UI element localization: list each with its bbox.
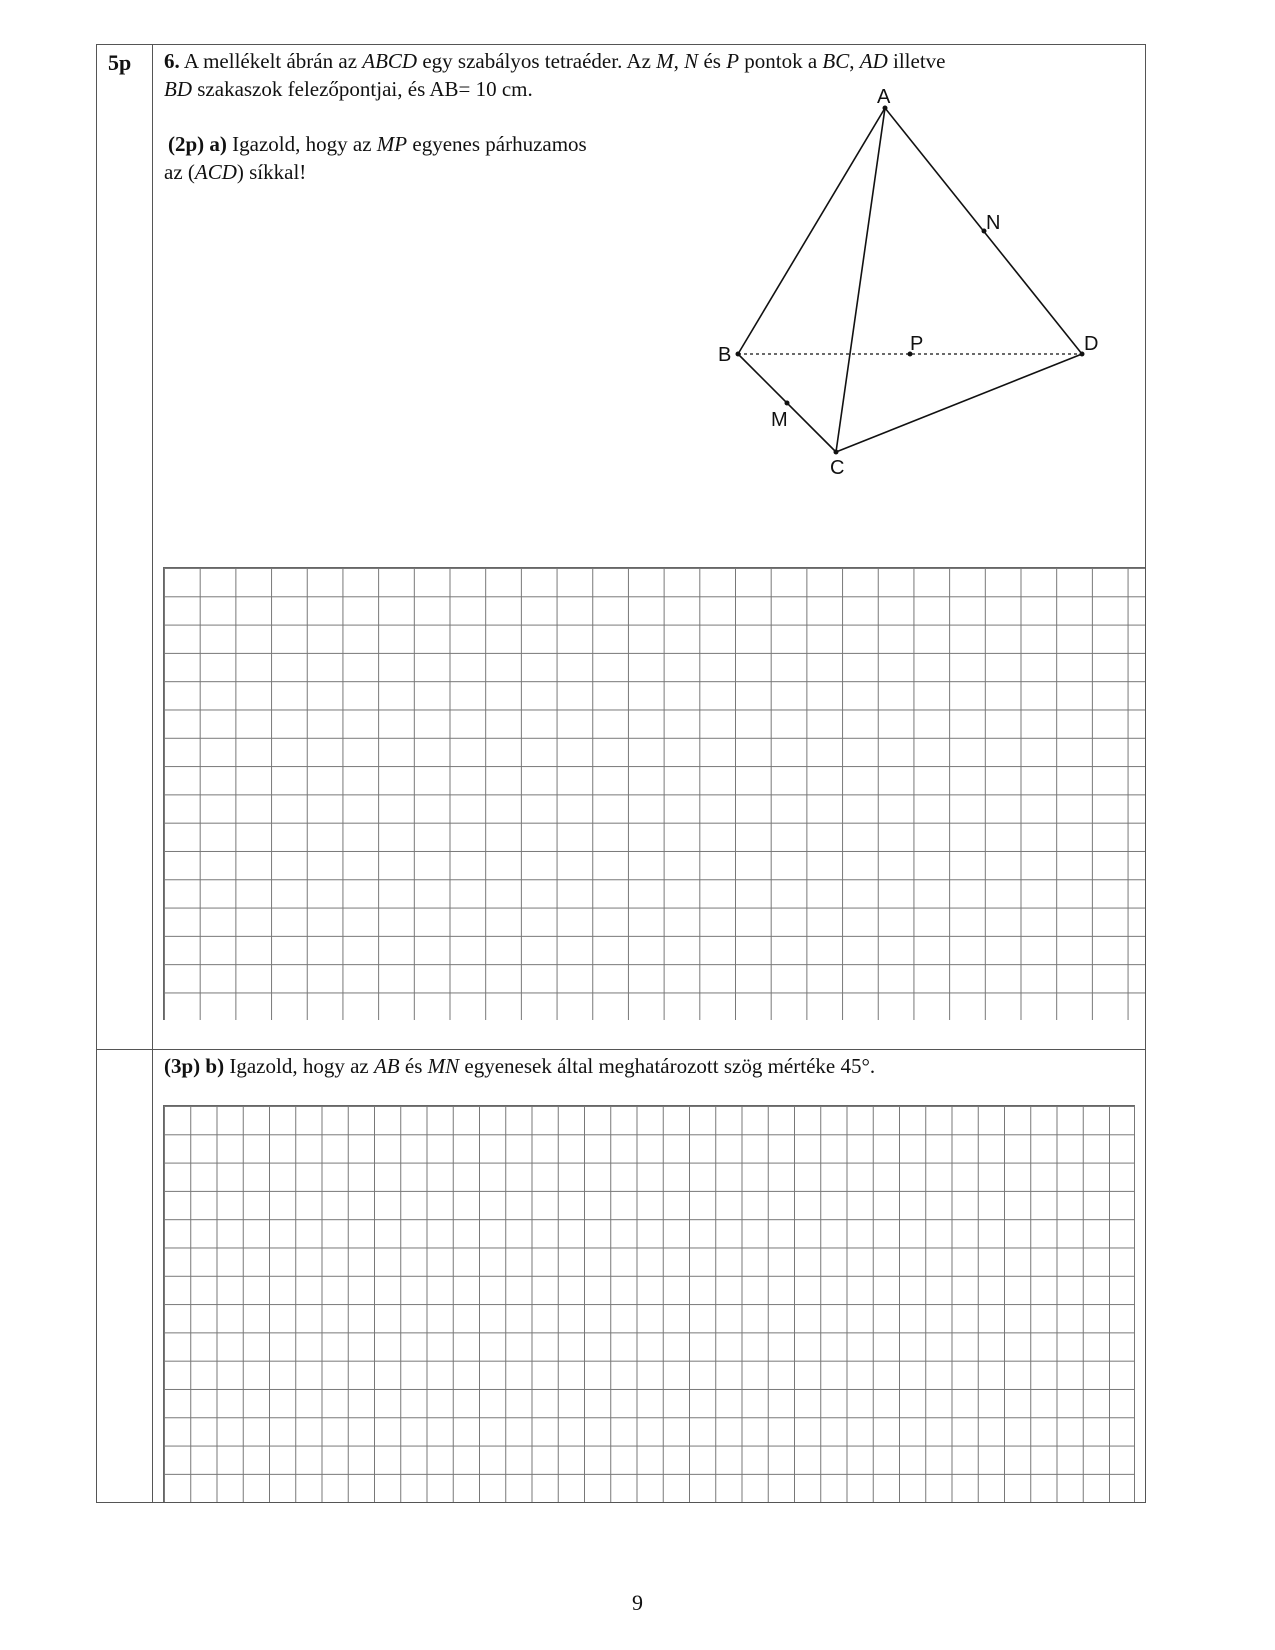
answer-grid-a[interactable] bbox=[163, 567, 1145, 1020]
label-b: B bbox=[718, 344, 732, 366]
point-m-dot bbox=[785, 401, 790, 406]
label-m: M bbox=[771, 409, 788, 431]
edge-cd bbox=[836, 354, 1082, 452]
problem-statement-line-2: BD szakaszok felezőpontjai, és AB= 10 cm. bbox=[164, 77, 533, 101]
label-n: N bbox=[986, 212, 1001, 234]
table-bottom-border bbox=[96, 1502, 1146, 1503]
points-label: 5p bbox=[108, 50, 132, 75]
label-c: C bbox=[830, 457, 845, 479]
label-a: A bbox=[877, 86, 891, 108]
label-d: D bbox=[1084, 333, 1099, 355]
problem-statement-line-1: 6. A mellékelt ábrán az ABCD egy szabályos tetraéder. Az M, N és P pontok a BC, AD illetve bbox=[164, 49, 946, 73]
edge-ac bbox=[836, 108, 885, 452]
part-a-points: (2p) a) bbox=[168, 132, 227, 156]
edge-ab bbox=[738, 108, 885, 354]
label-p: P bbox=[910, 333, 924, 355]
vertex-b-dot bbox=[736, 352, 741, 357]
part-b-line-1: (3p) b) Igazold, hogy az AB és MN egyenesek által meghatározott szög mértéke 45°. bbox=[164, 1054, 876, 1078]
part-a-line-1: (2p) a) Igazold, hogy az MP egyenes párhuzamos bbox=[168, 132, 587, 156]
answer-grid-b[interactable] bbox=[163, 1105, 1135, 1502]
part-b-points: (3p) b) bbox=[164, 1054, 225, 1078]
page-number: 9 bbox=[632, 1590, 643, 1615]
part-a-line-2: az (ACD) síkkal! bbox=[164, 160, 307, 184]
vertex-c-dot bbox=[834, 450, 839, 455]
problem-number: 6. bbox=[164, 49, 180, 73]
tetrahedron-figure bbox=[0, 0, 1275, 520]
row-divider bbox=[96, 1049, 1146, 1050]
